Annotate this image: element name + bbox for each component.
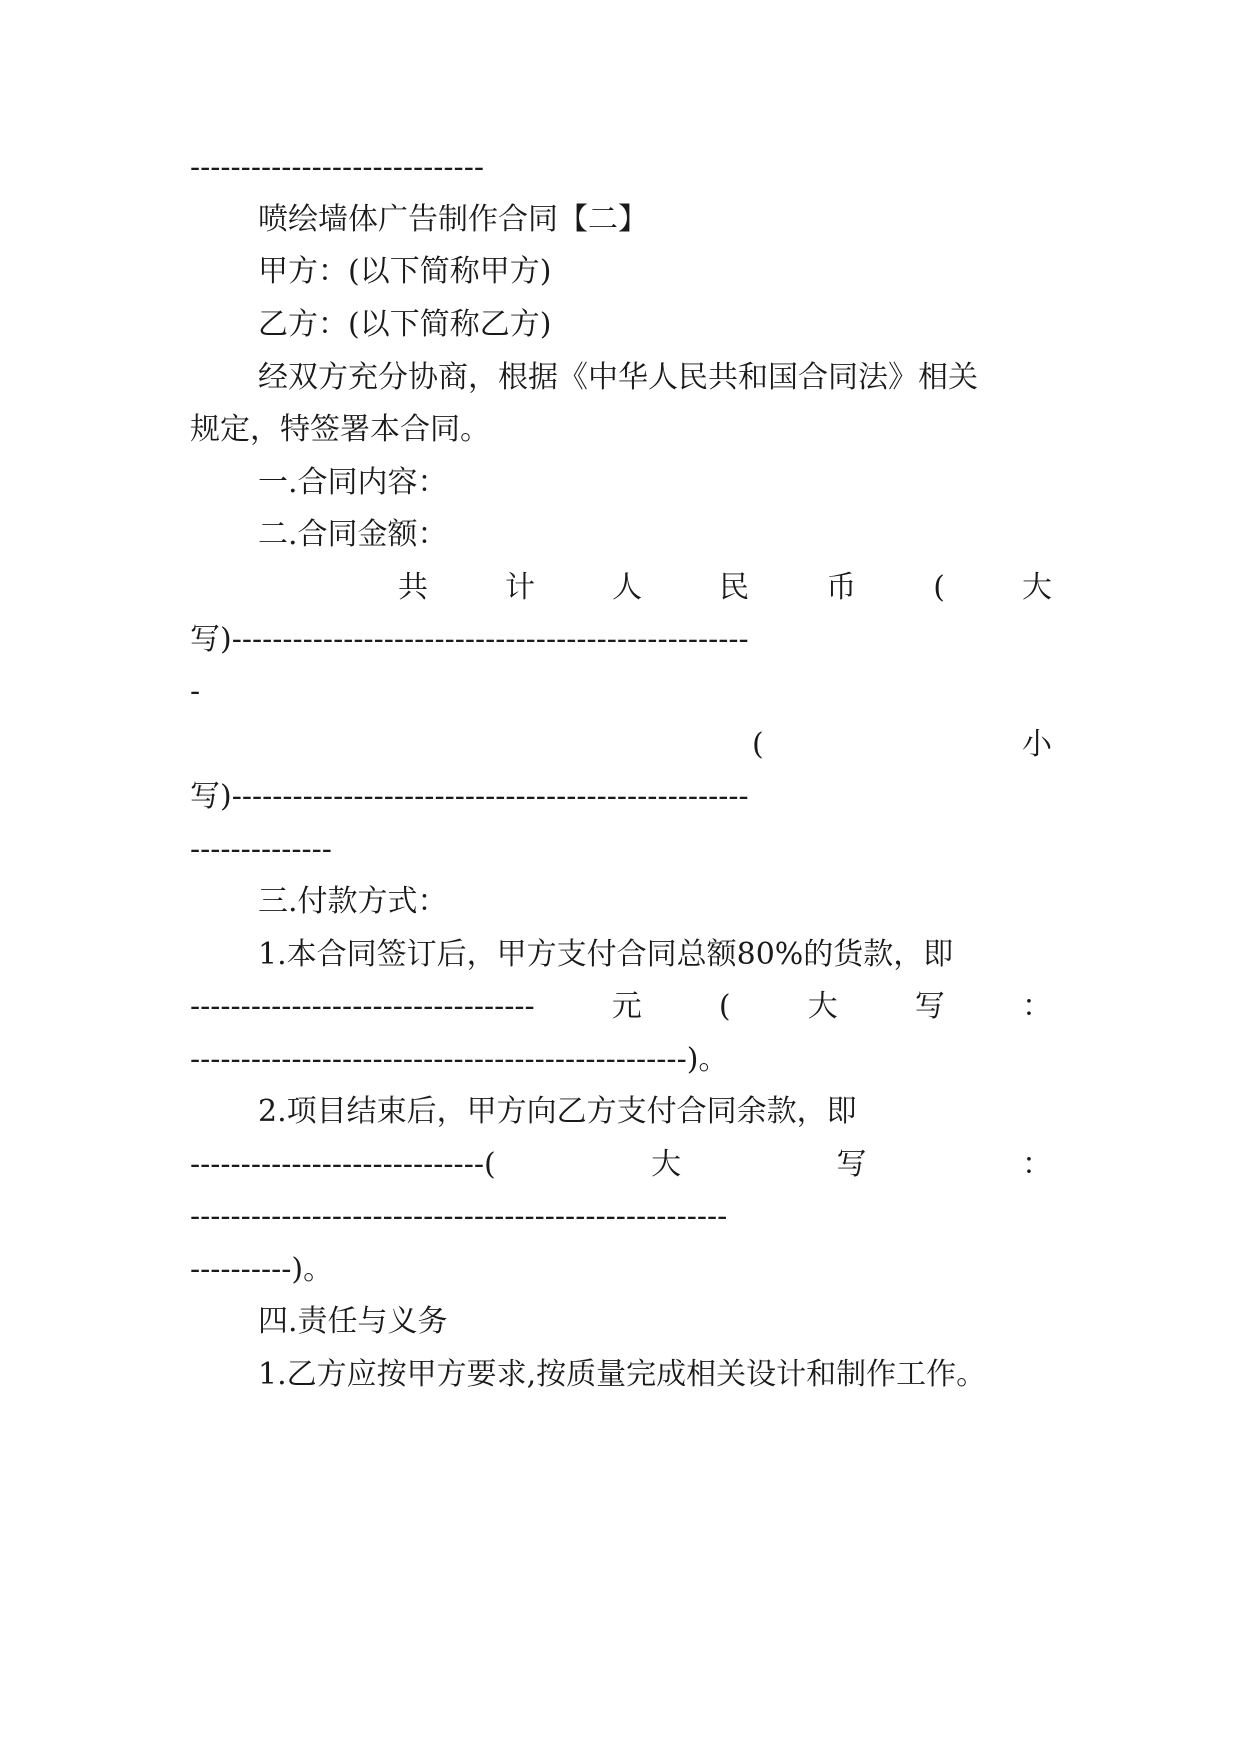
total-word: 币 (826, 570, 857, 605)
word: 写 (836, 1147, 867, 1182)
small-amount-line: 写)--------------------------------------------------- (190, 779, 749, 814)
total-word: 共 (398, 570, 428, 605)
blank-dashes: ---------------------------------- (190, 989, 535, 1024)
intro-line-2: 规定，特签署本合同。 (190, 412, 490, 447)
uppercase-amount-line: 写)--------------------------------------------------- (190, 622, 749, 657)
payment-2-line-2 (190, 1145, 1052, 1185)
payment-2-line-3: ----------------------------------------------------- (190, 1199, 728, 1234)
small-word: ( (752, 727, 764, 762)
word: ： (1022, 989, 1052, 1024)
total-word: 大 (1022, 570, 1052, 605)
duty-1: 1.乙方应按甲方要求,按质量完成相关设计和制作工作。 (258, 1357, 987, 1392)
total-word: 人 (612, 570, 643, 605)
section-1-heading: 一.合同内容： (258, 465, 448, 500)
small-word: 小 (1022, 727, 1052, 762)
uppercase-amount-tail: - (190, 674, 201, 709)
payment-2-line-4: ----------)。 (190, 1252, 334, 1287)
total-word: ( (933, 570, 945, 605)
intro-line-1: 经双方充分协商，根据《中华人民共和国合同法》相关 (258, 360, 978, 395)
word: 元 (611, 989, 642, 1024)
word: 大 (651, 1147, 682, 1182)
payment-1-line-2 (190, 987, 1052, 1027)
small-amount-tail: -------------- (190, 832, 332, 867)
payment-2-line-1: 2.项目结束后，甲方向乙方支付合同余款，即 (258, 1094, 857, 1129)
blank-dashes: -----------------------------( (190, 1147, 496, 1182)
word: ( (718, 989, 731, 1024)
party-a: 甲方：(以下简称甲方) (258, 254, 552, 289)
party-b: 乙方：(以下简称乙方) (258, 307, 552, 342)
separator-line: ----------------------------- (190, 150, 484, 185)
word: ： (1021, 1147, 1052, 1182)
section-2-heading: 二.合同金额： (258, 517, 448, 552)
section-4-heading: 四.责任与义务 (258, 1304, 448, 1339)
small-amount-label (752, 725, 1052, 765)
total-word: 民 (719, 570, 750, 605)
total-amount-line (398, 568, 1052, 608)
section-3-heading: 三.付款方式： (258, 884, 448, 919)
word: 写 (914, 989, 945, 1024)
total-word: 计 (505, 570, 536, 605)
payment-1-line-1: 1.本合同签订后，甲方支付合同总额80%的货款，即 (258, 937, 954, 972)
payment-1-line-3: -------------------------------------------------)。 (190, 1042, 729, 1077)
contract-title: 喷绘墙体广告制作合同【二】 (258, 202, 648, 237)
word: 大 (807, 989, 838, 1024)
